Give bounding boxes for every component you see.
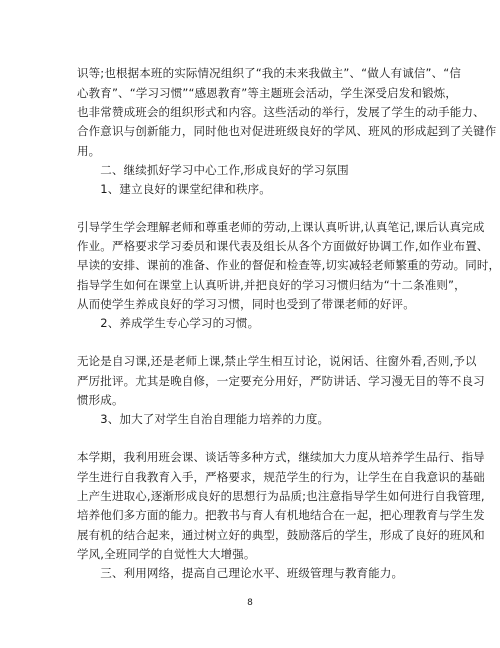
section-heading: 二、继续抓好学习中心工作,形成良好的学习氛围 — [77, 163, 349, 177]
text-line: 心教育”、“学习习惯”“感恩教育”等主题班会活动，学生深受启发和锻炼， — [77, 86, 458, 100]
text-line: 培养他们多方面的能力。把教书与育人有机地结合在一起，把心理教育与学生发 — [77, 508, 485, 522]
page-number: 8 — [247, 598, 253, 608]
text-line: 学风,全班同学的自觉性大大增强。 — [77, 547, 256, 561]
text-line: 作业。严格要求学习委员和课代表及组长从各个方面做好协调工作,如作业布置、 — [77, 239, 489, 253]
subsection-heading: 1、建立良好的课堂纪律和秩序。 — [77, 182, 271, 196]
text-line: 上产生进取心,逐渐形成良好的思想行为品质;也注意指导学生如何进行自我管理, — [77, 489, 485, 503]
text-line: 严厉批评。尤其是晚自修，一定要充分用好，严防讲话、学习漫无目的等不良习 — [77, 374, 485, 388]
text-line: 识等;也根据本班的实际情况组织了“我的未来我做主”、“做人有诚信”、“信 — [77, 66, 462, 80]
text-line: 从而使学生养成良好的学习习惯，同时也受到了带课老师的好评。 — [77, 297, 415, 311]
text-line: 用。 — [77, 144, 101, 158]
subsection-heading: 2、养成学生专心学习的习惯。 — [77, 316, 260, 330]
text-line: 合作意识与创新能力，同时他也对促进班级良好的学风、班风的形成起到了关键作 — [77, 124, 497, 138]
text-line: 展有机的结合起来，通过树立好的典型，鼓励落后的学生，形成了良好的班风和 — [77, 528, 485, 542]
text-line: 本学期，我利用班会课、谈话等多种方式，继续加大力度从培养学生品行、指导 — [77, 450, 485, 464]
section-heading: 三、利用网络，提高自己理论水平、班级管理与教育能力。 — [77, 566, 404, 580]
text-line: 无论是自习课,还是老师上课,禁止学生相互讨论，说闲话、往窗外看,否则,予以 — [77, 354, 477, 368]
text-line: 学生进行自我教育入手，严格要求，规范学生的行为，让学生在自我意识的基础 — [77, 470, 485, 484]
text-line: 惯形成。 — [77, 393, 124, 407]
text-line: 也非常赞成班会的组织形式和内容。这些活动的举行，发展了学生的动手能力、 — [77, 105, 485, 119]
text-line: 引导学生学会理解老师和尊重老师的劳动,上课认真听讲,认真笔记,课后认真完成 — [77, 220, 485, 234]
text-line: 早读的安排、课前的准备、作业的督促和检查等,切实减轻老师繁重的劳动。同时， — [77, 258, 500, 272]
text-line: 指导学生如何在课堂上认真听讲,并把良好的学习习惯归结为“十二条准则”， — [77, 278, 466, 292]
subsection-heading: 3、加大了对学生自治自理能力培养的力度。 — [77, 412, 330, 426]
